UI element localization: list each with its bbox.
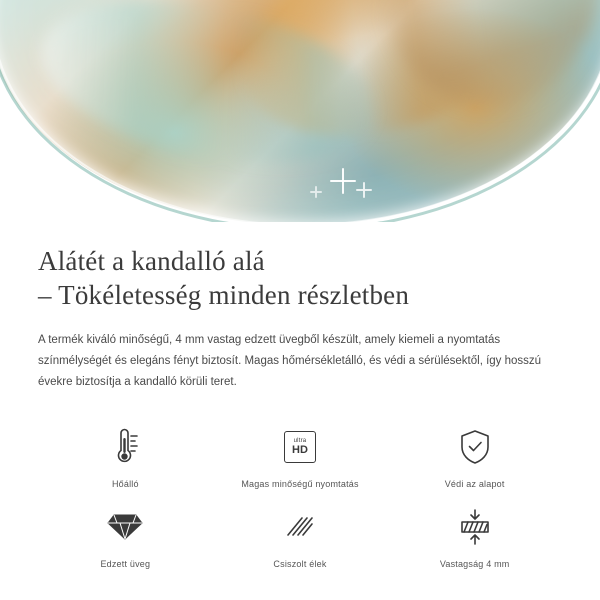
ultra-hd-badge-top: ultra xyxy=(293,438,307,444)
feature-item-tempered-glass xyxy=(38,499,213,569)
hero-marble-texture xyxy=(0,0,600,222)
hero-image xyxy=(0,0,600,222)
feature-label: Hőálló xyxy=(111,479,139,489)
feature-item-heat-resistant xyxy=(38,419,213,489)
feature-item-surface-protection xyxy=(387,419,562,489)
feature-grid xyxy=(38,419,562,569)
shield-check-icon xyxy=(458,425,492,469)
feature-label: Magas minőségű nyomtatás xyxy=(241,479,359,489)
diamond-icon xyxy=(106,505,144,549)
polished-edges-icon xyxy=(282,505,318,549)
thickness-icon xyxy=(455,505,495,549)
headline-line-1: Alátét a kandalló alá xyxy=(38,246,265,276)
ultra-hd-badge-bottom: HD xyxy=(292,444,308,456)
feature-item-polished-edges xyxy=(213,499,388,569)
page-title xyxy=(38,244,562,312)
feature-label: Vastagság 4 mm xyxy=(439,559,510,569)
thermometer-icon xyxy=(107,425,143,469)
headline-line-2: – Tökéletesség minden részletben xyxy=(38,280,410,310)
feature-item-thickness xyxy=(387,499,562,569)
feature-label: Védi az alapot xyxy=(444,479,505,489)
feature-label: Csiszolt élek xyxy=(273,559,327,569)
feature-label: Edzett üveg xyxy=(100,559,151,569)
description-paragraph: A termék kiváló minőségű, 4 mm vastag edzett üvegből készült, amely kiemeli a nyomtatás színmélységét és elegáns fényt biztosít. Magas hőmérsékletálló, és védi a sérülésektől, így hosszú évekre biztosítja a kandalló körüli teret. xyxy=(38,334,542,388)
content-area xyxy=(0,244,600,569)
ultra-hd-icon xyxy=(284,425,316,469)
feature-item-print-quality xyxy=(213,419,388,489)
